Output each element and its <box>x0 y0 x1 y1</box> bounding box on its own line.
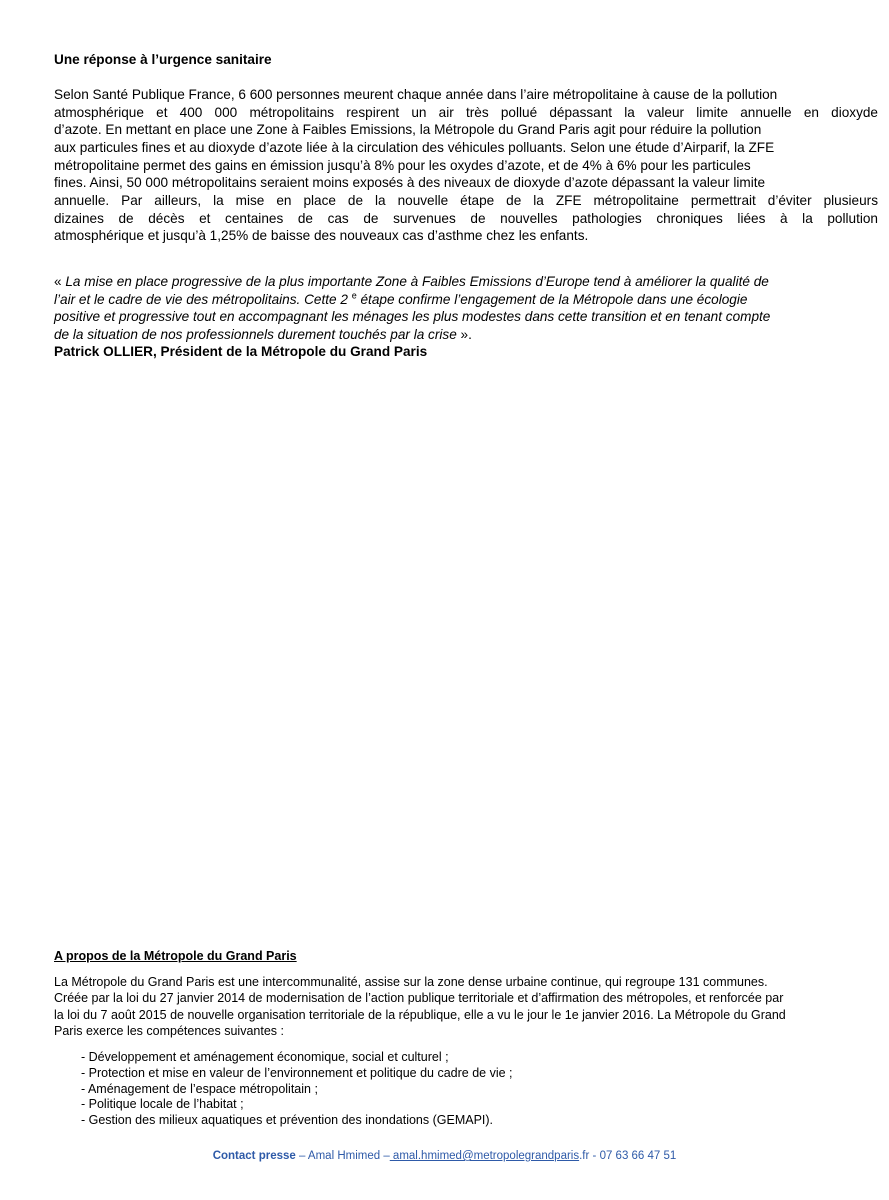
quote-author: Patrick OLLIER, Président de la Métropole du Grand Paris <box>54 344 428 360</box>
paragraph-line: atmosphérique et jusqu’à 1,25% de baisse des nouveaux cas d’asthme chez les enfants. <box>54 228 589 244</box>
quote-line <box>54 291 854 309</box>
list-item: - Développement et aménagement économique, social et culturel ; <box>81 1050 449 1064</box>
about-line: La Métropole du Grand Paris est une intercommunalité, assise sur la zone dense urbaine continue, qui regroupe 131 communes. <box>54 975 768 989</box>
contact-email-link[interactable]: amal.hmimed@metropolegrandparis <box>389 1150 580 1162</box>
paragraph-line: fines. Ainsi, 50 000 métropolitains seraient moins exposés à des niveaux de dioxyde d’azote dépassant la valeur limite <box>54 175 766 191</box>
quote-text: de la situation de nos professionnels durement touchés par la crise <box>54 326 457 342</box>
quote-line <box>54 326 854 344</box>
quote-line <box>54 308 854 326</box>
president-quote <box>54 273 854 361</box>
paragraph-line: annuelle. Par ailleurs, la mise en place de la nouvelle étape de la ZFE métropolitaine permettrait d’éviter plusieurs <box>54 192 878 208</box>
about-line: Paris exerce les compétences suivantes : <box>54 1023 284 1038</box>
paragraph-line: métropolitaine permet des gains en émission jusqu’à 8% pour les oxydes d’azote, et de 4% à 6% pour les particules <box>54 157 751 173</box>
body-paragraph <box>54 86 878 245</box>
quote-text: positive et progressive tout en accompagnant les ménages les plus modestes dans cette transition et en tenant compte <box>54 309 771 325</box>
quote-open-mark: « <box>54 274 66 289</box>
about-line: la loi du 7 août 2015 de nouvelle organisation territoriale de la république, elle a vu le jour le 1e janvier 2016. La Métropole du Grand <box>54 1007 786 1022</box>
contact-name: – Amal Hmimed – <box>295 1150 390 1162</box>
quote-text: étape confirme l’engagement de la Métropole dans une écologie <box>356 291 748 307</box>
contact-phone: - 07 63 66 47 51 <box>589 1150 677 1162</box>
paragraph-line: dizaines de décès et centaines de cas de survenues de nouvelles pathologies chroniques liées à la pollution <box>54 210 878 226</box>
paragraph-line: Selon Santé Publique France, 6 600 personnes meurent chaque année dans l’aire métropolitaine à cause de la pollution <box>54 87 778 102</box>
quote-text: l’air et le cadre de vie des métropolitains. Cette 2 <box>54 291 352 307</box>
list-item: - Politique locale de l’habitat ; <box>81 1097 244 1112</box>
press-contact-footer <box>0 1148 889 1164</box>
paragraph-line: atmosphérique et 400 000 métropolitains respirent un air très pollué dépassant la valeur limite annuelle en dioxyde <box>54 104 878 120</box>
competences-list <box>81 1050 513 1129</box>
paragraph-line: aux particules fines et au dioxyde d’azote liée à la circulation des véhicules polluants. Selon une étude d’Airparif, la ZFE <box>54 139 775 155</box>
list-item: - Protection et mise en valeur de l’environnement et politique du cadre de vie ; <box>81 1065 513 1080</box>
quote-close-mark: ». <box>456 326 472 342</box>
quote-line <box>54 273 854 291</box>
about-line: Créée par la loi du 27 janvier 2014 de modernisation de l’action publique territoriale et d’affirmation des métropoles, et renforcée par <box>54 991 784 1006</box>
section-title: Une réponse à l’urgence sanitaire <box>54 52 272 67</box>
contact-email-suffix: .fr <box>579 1150 590 1162</box>
about-title: A propos de la Métropole du Grand Paris <box>54 949 297 963</box>
list-item: - Gestion des milieux aquatiques et prévention des inondations (GEMAPI). <box>81 1113 494 1128</box>
list-item: - Aménagement de l’espace métropolitain ; <box>81 1081 318 1096</box>
contact-label: Contact presse <box>212 1150 296 1162</box>
quote-text: La mise en place progressive de la plus importante Zone à Faibles Emissions d’Europe tend à améliorer la qualité de <box>65 274 769 289</box>
about-paragraph <box>54 974 854 1039</box>
quote-superscript: e <box>351 290 357 301</box>
paragraph-line: d’azote. En mettant en place une Zone à Faibles Emissions, la Métropole du Grand Paris agit pour réduire la pollution <box>54 122 762 138</box>
